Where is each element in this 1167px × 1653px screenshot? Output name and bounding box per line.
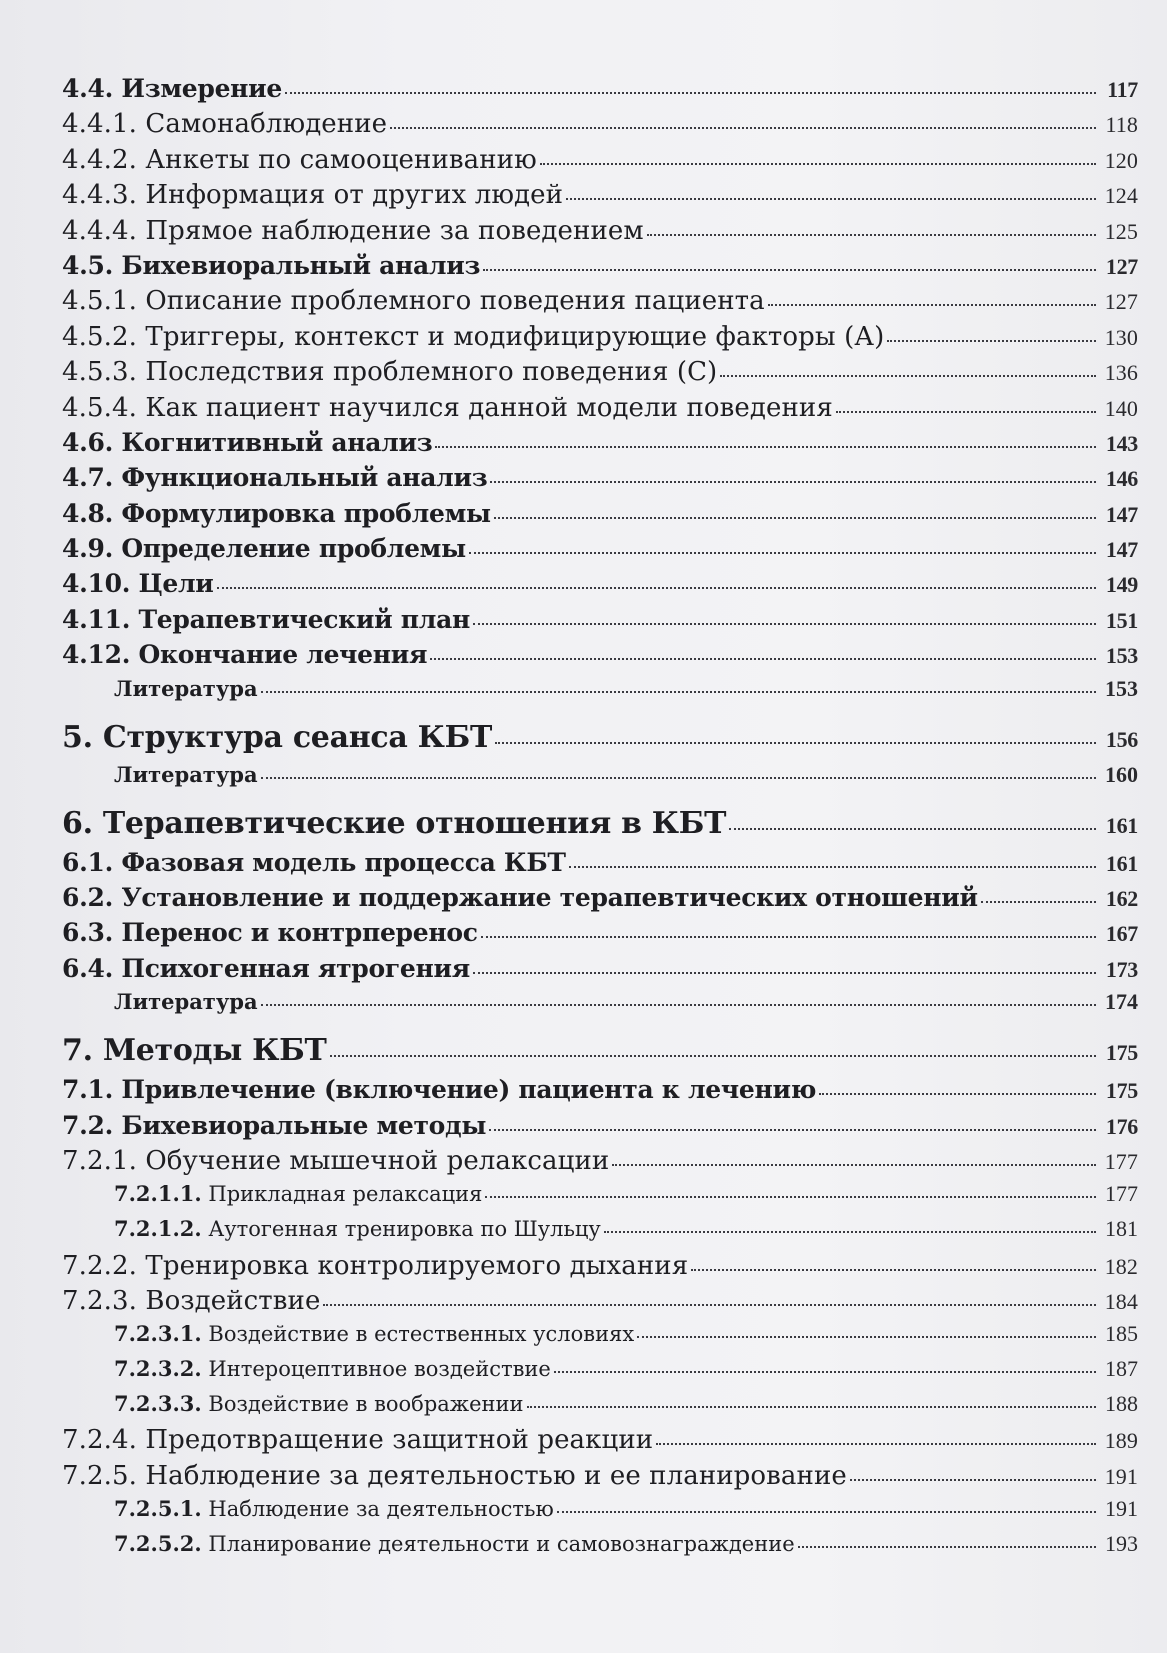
dot-leader [768, 304, 1096, 306]
dot-leader [261, 691, 1096, 693]
toc-entry [62, 180, 1138, 215]
toc-page-number: 162 [1105, 886, 1138, 912]
dot-leader [612, 1164, 1096, 1166]
toc-entry-title: 4.4. Измерение [62, 74, 283, 103]
toc-entry [62, 1531, 1138, 1566]
toc-entry-title [114, 1321, 634, 1346]
dot-leader [819, 1093, 1096, 1095]
dot-leader [569, 866, 1096, 868]
toc-entry [62, 393, 1138, 428]
toc-entry-title: 4.4.4. Прямое наблюдение за поведением [62, 215, 644, 246]
toc-entry [62, 848, 1138, 883]
dot-leader [261, 777, 1096, 779]
toc-entry-text: Воздействие в воображении [208, 1391, 524, 1416]
toc-entry-number: 7.2.1.2. [114, 1215, 202, 1241]
dot-leader [691, 1269, 1096, 1271]
toc-entry-text: Воздействие в естественных условиях [208, 1322, 635, 1347]
toc-entry [62, 1425, 1138, 1460]
toc-page-number: 143 [1105, 430, 1138, 456]
toc-page-number: 167 [1105, 921, 1138, 947]
dot-leader [566, 198, 1096, 200]
toc-entry-title: 4.6. Когнитивный анализ [62, 427, 433, 457]
dot-leader [390, 127, 1096, 129]
dot-leader [836, 411, 1096, 413]
toc-entry [62, 712, 1138, 762]
toc-page-number: 160 [1105, 761, 1138, 787]
toc-entry-title: 4.7. Функциональный анализ [62, 463, 488, 493]
toc-entry-title: 4.12. Окончание лечения [62, 640, 428, 670]
toc-entry [62, 499, 1138, 534]
toc-entry-title: 7. Методы КБТ [62, 1033, 327, 1069]
toc-entry-text: Планирование деятельности и самовознаграждение [208, 1531, 795, 1556]
toc-entry-title: 4.11. Терапевтический план [62, 604, 470, 634]
toc-page-number: 188 [1105, 1390, 1138, 1416]
dot-leader [481, 936, 1096, 938]
toc-page-number: 120 [1104, 147, 1138, 173]
toc-page-number: 136 [1104, 360, 1138, 386]
toc-entry [62, 322, 1138, 357]
toc-entry-title: 7.2.3. Воздействие [62, 1285, 321, 1316]
dot-leader [261, 1004, 1096, 1006]
toc-entry [62, 1146, 1138, 1181]
dot-leader [554, 1371, 1096, 1373]
toc-entry-title: 7.2.2. Тренировка контролируемого дыхания [62, 1250, 689, 1281]
toc-page-number: 161 [1105, 812, 1138, 838]
dot-leader [490, 481, 1096, 483]
toc-entry-title: 4.5.3. Последствия проблемного поведения (С) [62, 357, 718, 388]
dot-leader [323, 1304, 1096, 1306]
toc-page-number: 185 [1105, 1321, 1138, 1347]
toc-entry [62, 640, 1138, 675]
toc-page-number: 153 [1105, 643, 1138, 669]
toc-page-number: 161 [1105, 850, 1138, 876]
toc-page-number: 156 [1105, 726, 1138, 752]
toc-entry [62, 883, 1138, 918]
toc-page-number: 127 [1104, 289, 1138, 315]
toc-entry-title [114, 1216, 601, 1241]
toc-entry-title: 6. Терапевтические отношения в КБТ [62, 805, 727, 841]
toc-page-number: 147 [1105, 537, 1138, 563]
toc-entry-title [114, 1531, 795, 1556]
toc-entry-title: 7.2.5. Наблюдение за деятельностью и ее планирование [62, 1460, 847, 1491]
toc-page-number: 153 [1105, 675, 1138, 701]
toc-page-number: 175 [1105, 1078, 1138, 1104]
dot-leader [720, 375, 1096, 377]
toc-entry [62, 1496, 1138, 1531]
dot-leader [647, 234, 1096, 236]
toc-entry-title: 4.5. Бихевиоральный анализ [62, 250, 481, 280]
toc-entry-title: 4.5.2. Триггеры, контекст и модифицирующие факторы (А) [62, 321, 885, 352]
toc-entry [62, 251, 1138, 286]
toc-page-number: 151 [1105, 607, 1138, 633]
toc-entry [62, 463, 1138, 498]
toc-entry [62, 762, 1138, 798]
dot-leader [656, 1443, 1096, 1445]
dot-leader [850, 1479, 1096, 1481]
toc-entry-title [114, 1356, 551, 1381]
dot-leader [887, 340, 1096, 342]
toc-entry-title: 6.3. Перенос и контрперенос [62, 918, 478, 948]
toc-entry-title: 6.2. Установление и поддержание терапевтических отношений [62, 883, 978, 913]
toc-entry-title: 4.5.4. Как пациент научился данной модели поведения [62, 392, 833, 423]
toc-page-number: 118 [1105, 112, 1138, 138]
dot-leader [494, 517, 1096, 519]
toc-entry [62, 605, 1138, 640]
toc-entry-title: 4.8. Формулировка проблемы [62, 498, 491, 528]
toc-page-number: 117 [1107, 77, 1138, 102]
toc-entry-title: 6.1. Фазовая модель процесса КБТ [62, 847, 566, 877]
toc-page-number: 191 [1105, 1495, 1138, 1521]
toc-entry-number: 7.2.5.2. [114, 1530, 202, 1556]
dot-leader [798, 1546, 1096, 1548]
dot-leader [469, 552, 1096, 554]
toc-page-number: 173 [1105, 956, 1138, 982]
toc-page-number: 184 [1104, 1288, 1138, 1314]
toc-entry-text: Интероцептивное воздействие [208, 1356, 551, 1381]
dot-leader [637, 1336, 1096, 1338]
toc-entry-number: 7.2.3.2. [114, 1355, 202, 1381]
toc-entry-title [114, 1181, 482, 1206]
toc-page-number: 146 [1105, 466, 1138, 492]
dot-leader [473, 972, 1096, 974]
toc-entry-title: Литература [114, 761, 258, 787]
dot-leader [483, 269, 1096, 271]
toc-entry [62, 1321, 1138, 1356]
toc-entry [62, 216, 1138, 251]
toc-entry-title: Литература [114, 989, 258, 1015]
toc-entry-title: 5. Структура сеанса КБТ [62, 719, 492, 755]
toc-entry [62, 676, 1138, 712]
dot-leader [217, 587, 1096, 589]
toc-page-number: 181 [1105, 1215, 1138, 1241]
dot-leader [540, 163, 1096, 165]
toc-entry [62, 534, 1138, 569]
toc-entry [62, 357, 1138, 392]
toc-page-number: 130 [1104, 324, 1138, 350]
toc-entry-text: Прикладная релаксация [208, 1182, 483, 1207]
toc-entry-title: 7.1. Привлечение (включение) пациента к лечению [62, 1075, 817, 1105]
toc-entry [62, 989, 1138, 1025]
toc-entry-title: 7.2. Бихевиоральные методы [62, 1110, 487, 1140]
toc-entry-number: 7.2.3.3. [114, 1390, 202, 1416]
dot-leader [981, 901, 1096, 903]
toc-entry [62, 798, 1138, 848]
toc-entry [62, 1251, 1138, 1286]
toc-entry-title: Литература [114, 675, 258, 701]
toc-page-number: 149 [1105, 572, 1138, 598]
toc-entry [62, 1356, 1138, 1391]
dot-leader [330, 1055, 1096, 1057]
dot-leader [485, 1196, 1096, 1198]
toc-entry [62, 1461, 1138, 1496]
dot-leader [557, 1511, 1096, 1513]
toc-entry [62, 1111, 1138, 1146]
dot-leader [495, 742, 1096, 744]
toc-entry [62, 1181, 1138, 1216]
toc-entry [62, 569, 1138, 604]
toc-entry-text: Наблюдение за деятельностью [208, 1496, 554, 1521]
toc-page-number: 182 [1104, 1253, 1138, 1279]
toc-entry-number: 7.2.1.1. [114, 1181, 202, 1207]
toc-page-number: 193 [1105, 1530, 1138, 1556]
toc-entry-title: 4.9. Определение проблемы [62, 534, 466, 564]
toc-entry-number: 7.2.3.1. [114, 1321, 202, 1347]
toc-page-number: 125 [1104, 218, 1138, 244]
toc-page-number: 187 [1105, 1355, 1138, 1381]
table-of-contents [62, 74, 1138, 1565]
toc-entry [62, 286, 1138, 321]
toc-entry [62, 1075, 1138, 1110]
toc-entry-title: 4.10. Цели [62, 569, 214, 599]
dot-leader [435, 446, 1096, 448]
dot-leader [729, 828, 1096, 830]
toc-page-number: 174 [1105, 989, 1138, 1015]
toc-page-number: 140 [1104, 395, 1138, 421]
toc-entry [62, 428, 1138, 463]
toc-entry-title: 4.4.2. Анкеты по самооцениванию [62, 144, 537, 175]
toc-entry [62, 1025, 1138, 1075]
toc-page-number: 189 [1104, 1428, 1138, 1454]
toc-entry-title: 4.5.1. Описание проблемного поведения пациента [62, 286, 765, 317]
toc-page-number: 175 [1105, 1040, 1138, 1066]
toc-entry-title: 7.2.4. Предотвращение защитной реакции [62, 1425, 654, 1456]
dot-leader [604, 1231, 1096, 1233]
dot-leader [430, 658, 1096, 660]
toc-entry [62, 918, 1138, 953]
dot-leader [489, 1129, 1096, 1131]
toc-page-number: 177 [1104, 1148, 1138, 1174]
toc-entry-number: 7.2.5.1. [114, 1495, 202, 1521]
toc-entry [62, 1286, 1138, 1321]
toc-entry-title: 6.4. Психогенная ятрогения [62, 953, 470, 983]
toc-entry-title [114, 1391, 524, 1416]
toc-entry [62, 954, 1138, 989]
toc-entry [62, 109, 1138, 144]
toc-entry-title: 4.4.1. Самонаблюдение [62, 109, 388, 140]
toc-page-number: 191 [1104, 1463, 1138, 1489]
toc-page-number: 147 [1105, 501, 1138, 527]
dot-leader [473, 623, 1096, 625]
toc-entry-title: 4.4.3. Информация от других людей [62, 180, 564, 211]
toc-entry-title [114, 1496, 554, 1521]
dot-leader [285, 92, 1096, 94]
toc-entry [62, 145, 1138, 180]
toc-entry-title: 7.2.1. Обучение мышечной релаксации [62, 1145, 610, 1176]
toc-page-number: 127 [1105, 253, 1138, 279]
toc-page-number: 177 [1105, 1181, 1138, 1207]
toc-page-number: 124 [1104, 183, 1138, 209]
toc-entry [62, 1391, 1138, 1426]
toc-entry-text: Аутогенная тренировка по Шульцу [208, 1216, 601, 1241]
dot-leader [527, 1406, 1096, 1408]
toc-page-number: 176 [1105, 1113, 1138, 1139]
toc-entry [62, 1216, 1138, 1251]
toc-entry [62, 74, 1138, 109]
